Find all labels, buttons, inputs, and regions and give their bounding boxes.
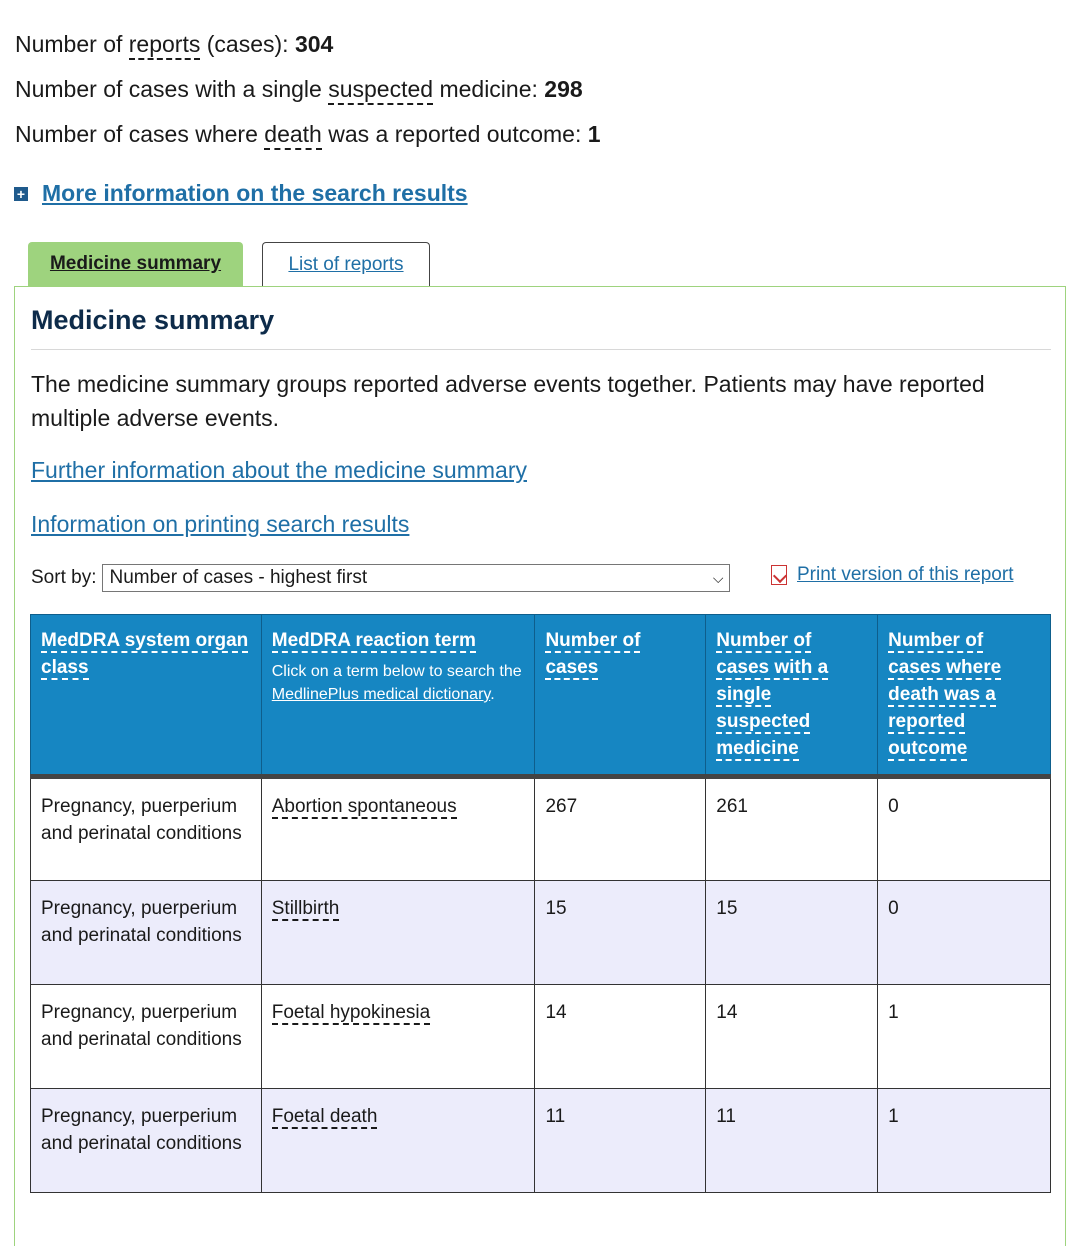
cell-death: 1 [878,985,1051,1089]
stat-label: (cases): [200,31,295,57]
printing-info-link[interactable]: Information on printing search results [31,511,410,537]
header-term-note [272,660,525,706]
medlineplus-link[interactable]: MedlinePlus medical dictionary [271,686,491,703]
pdf-icon [771,565,787,585]
more-info-link[interactable]: More information on the search results [42,180,468,206]
stat-death [15,112,601,157]
tab-list-of-reports[interactable]: List of reports [262,242,430,286]
header-single-label[interactable]: Number of cases with a single suspected medicine [716,630,829,759]
stat-label: Number of cases where [15,121,265,147]
cell-single: 11 [706,1089,878,1193]
stat-reports [15,22,601,67]
intro-text: The medicine summary groups reported adverse events together. Patients may have reported multiple adverse events. [31,371,985,431]
stat-label: was a reported outcome: [321,121,588,147]
print-version[interactable] [771,564,1013,586]
medicine-summary-panel [14,286,1066,1246]
stat-single [15,67,601,112]
header-soc-label[interactable]: MedDRA system organ class [41,630,249,678]
glossary-term-reports[interactable]: reports [129,31,201,60]
header-death[interactable] [878,615,1051,777]
header-term [261,615,535,777]
glossary-term-death[interactable]: death [264,121,322,150]
header-cases[interactable] [535,615,706,777]
glossary-term-suspected[interactable]: suspected [328,76,433,105]
cell-cases: 267 [535,777,706,881]
print-version-link[interactable]: Print version of this report [797,564,1014,585]
panel-title: Medicine summary [31,305,275,335]
header-single[interactable] [706,615,878,777]
expand-plus-icon[interactable]: + [14,187,28,201]
cell-single: 15 [706,881,878,985]
cell-term [261,985,535,1089]
table-row [31,881,1051,985]
cell-soc: Pregnancy, puerperium and perinatal conditions [31,985,262,1089]
chevron-down-icon: ⌵ [712,569,724,586]
reaction-term-link[interactable]: Foetal death [271,1106,378,1127]
header-term-label[interactable]: MedDRA reaction term [271,630,476,651]
stat-label: medicine: [433,76,545,102]
table-row [31,1089,1051,1193]
note-text: Click on a term below to search the [271,663,522,680]
cell-soc: Pregnancy, puerperium and perinatal conditions [31,777,262,881]
reaction-term-link[interactable]: Abortion spontaneous [271,796,457,817]
sort-label: Sort by: [31,567,97,588]
table-header-row [31,615,1051,777]
cell-single: 261 [706,777,878,881]
stat-label: Number of cases with a single [15,76,329,102]
summary-stats [15,22,601,157]
reaction-term-link[interactable]: Foetal hypokinesia [271,1002,431,1023]
cell-cases: 15 [535,881,706,985]
cell-term [261,777,535,881]
table-row [31,985,1051,1089]
header-soc[interactable] [31,615,262,777]
cell-single: 14 [706,985,878,1089]
stat-value: 304 [294,31,334,57]
cell-term [261,881,535,985]
medicine-summary-table [30,614,1051,1193]
note-text: . [490,686,495,703]
cell-cases: 11 [535,1089,706,1193]
header-death-label[interactable]: Number of cases where death was a reported outcome [888,630,1002,759]
stat-label: Number of [15,31,129,57]
sort-control [31,564,730,592]
reaction-term-link[interactable]: Stillbirth [271,898,340,919]
cell-death: 0 [878,777,1051,881]
sort-select[interactable] [102,564,730,592]
cell-soc: Pregnancy, puerperium and perinatal conditions [31,1089,262,1193]
further-info-link[interactable]: Further information about the medicine summary [31,457,527,483]
cell-soc: Pregnancy, puerperium and perinatal conditions [31,881,262,985]
tab-medicine-summary[interactable]: Medicine summary [28,242,243,286]
table-row [31,777,1051,881]
header-cases-label[interactable]: Number of cases [545,630,641,678]
cell-death: 0 [878,881,1051,985]
cell-death: 1 [878,1089,1051,1193]
more-info-toggle[interactable] [14,180,468,207]
cell-cases: 14 [535,985,706,1089]
stat-value: 1 [587,121,601,147]
divider [31,349,1051,350]
cell-term [261,1089,535,1193]
stat-value: 298 [544,76,583,102]
sort-selected-value: Number of cases - highest first [109,567,368,588]
